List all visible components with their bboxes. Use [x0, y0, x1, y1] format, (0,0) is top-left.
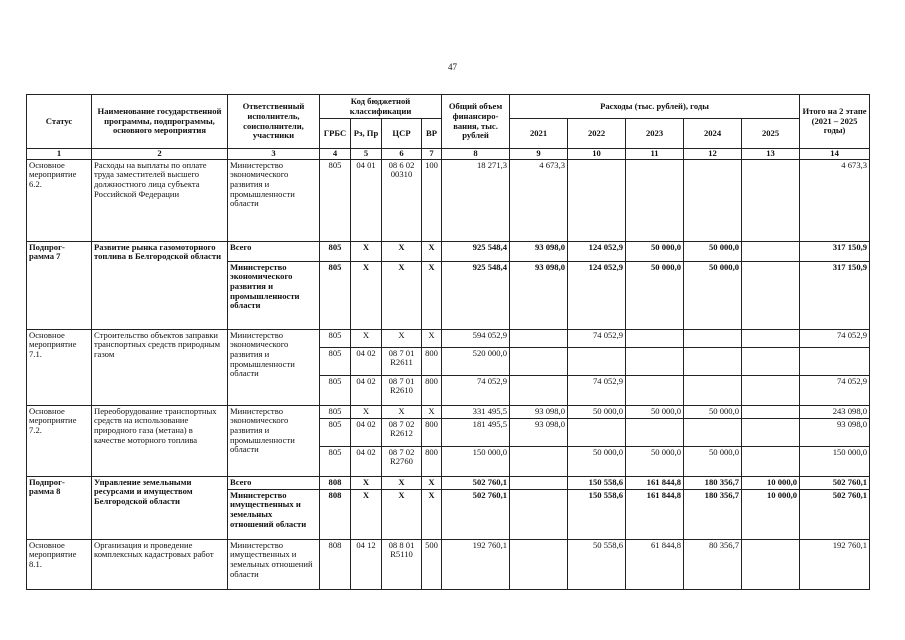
header-executor: Ответственный исполнитель, соисполнители, участники: [228, 95, 320, 149]
cell-2022: [568, 418, 626, 446]
cell-2024: 50 000,0: [684, 261, 742, 329]
cell-csr: Х: [382, 241, 422, 261]
row-status: Основное мероприятие 7.1.: [27, 329, 92, 405]
cell-2021: 4 673,3: [510, 159, 568, 241]
cell-csr: Х: [382, 489, 422, 539]
cell-2021: [510, 489, 568, 539]
cell-2023: 61 844,8: [626, 539, 684, 589]
cell-2022: 150 558,6: [568, 476, 626, 489]
cell-vr: 800: [422, 375, 442, 405]
cell-csr: 08 7 02 R2612: [382, 418, 422, 446]
cell-vr: Х: [422, 261, 442, 329]
cell-grbs: 805: [320, 159, 351, 241]
cell-2023: [626, 347, 684, 375]
header-stage-total: Итого на 2 этапе (2021 – 2025 годы): [800, 95, 870, 149]
cell-2021: [510, 476, 568, 489]
cell-rz: Х: [351, 489, 382, 539]
cell-2025: [742, 405, 800, 418]
cell-2022: [568, 347, 626, 375]
cell-2023: 161 844,8: [626, 489, 684, 539]
row-status: Основное мероприятие 6.2.: [27, 159, 92, 241]
cell-2021: 93 098,0: [510, 241, 568, 261]
cell-stage-total: 74 052,9: [800, 329, 870, 347]
cell-grbs: 805: [320, 446, 351, 476]
cell-stage-total: 243 098,0: [800, 405, 870, 418]
col-index: 7: [422, 149, 442, 160]
header-status: Статус: [27, 95, 92, 149]
cell-2025: [742, 375, 800, 405]
row-executor: Всего: [228, 241, 320, 261]
row-executor: Министерство экономического развития и промышленности области: [228, 159, 320, 241]
row-name: Переоборудование транспортных средств на использование природного газа (метана) в качестве моторного топлива: [92, 405, 228, 476]
cell-csr: Х: [382, 405, 422, 418]
cell-2023: [626, 375, 684, 405]
cell-2023: 50 000,0: [626, 241, 684, 261]
cell-2021: [510, 347, 568, 375]
cell-rz: Х: [351, 241, 382, 261]
row-name: Организация и проведение комплексных кадастровых работ: [92, 539, 228, 589]
cell-2025: [742, 261, 800, 329]
cell-2024: 180 356,7: [684, 489, 742, 539]
row-executor: Всего: [228, 476, 320, 489]
cell-2025: 10 000,0: [742, 476, 800, 489]
cell-2024: [684, 418, 742, 446]
row-executor: Министерство экономического развития и промышленности области: [228, 405, 320, 476]
row-executor: Министерство экономического развития и промышленности области: [228, 329, 320, 405]
cell-vr: 100: [422, 159, 442, 241]
cell-vr: 800: [422, 418, 442, 446]
cell-stage-total: 93 098,0: [800, 418, 870, 446]
cell-total: 925 548,4: [442, 241, 510, 261]
header-year-2023: 2023: [626, 119, 684, 149]
cell-2023: 50 000,0: [626, 446, 684, 476]
cell-2024: 50 000,0: [684, 405, 742, 418]
cell-2022: 124 052,9: [568, 261, 626, 329]
cell-2021: 93 098,0: [510, 261, 568, 329]
cell-total: 594 052,9: [442, 329, 510, 347]
cell-grbs: 805: [320, 405, 351, 418]
cell-total: 502 760,1: [442, 476, 510, 489]
cell-2021: 93 098,0: [510, 405, 568, 418]
cell-grbs: 805: [320, 375, 351, 405]
row-executor: Министерство имущественных и земельных отношений области: [228, 489, 320, 539]
cell-csr: 08 7 02 R2760: [382, 446, 422, 476]
row-executor: Министерство имущественных и земельных отношений области: [228, 539, 320, 589]
col-index: 6: [382, 149, 422, 160]
cell-2021: [510, 375, 568, 405]
cell-stage-total: 74 052,9: [800, 375, 870, 405]
cell-2024: [684, 329, 742, 347]
cell-total: 74 052,9: [442, 375, 510, 405]
cell-vr: Х: [422, 329, 442, 347]
cell-total: 502 760,1: [442, 489, 510, 539]
header-year-2024: 2024: [684, 119, 742, 149]
col-index: 10: [568, 149, 626, 160]
table-row: [27, 405, 870, 418]
row-status: Основное мероприятие 7.2.: [27, 405, 92, 476]
cell-vr: 500: [422, 539, 442, 589]
col-index: 13: [742, 149, 800, 160]
table-row: [27, 329, 870, 347]
cell-2025: [742, 329, 800, 347]
cell-2022: [568, 159, 626, 241]
col-index: 1: [27, 149, 92, 160]
cell-total: 181 495,5: [442, 418, 510, 446]
cell-2025: [742, 241, 800, 261]
cell-rz: 04 01: [351, 159, 382, 241]
col-index: 5: [351, 149, 382, 160]
table-row: [27, 539, 870, 589]
col-index: 12: [684, 149, 742, 160]
cell-rz: Х: [351, 476, 382, 489]
cell-2023: [626, 159, 684, 241]
cell-2022: 124 052,9: [568, 241, 626, 261]
cell-vr: 800: [422, 347, 442, 375]
row-name: Управление земельными ресурсами и имуществом Белгородской области: [92, 476, 228, 539]
cell-csr: Х: [382, 476, 422, 489]
cell-rz: 04 02: [351, 418, 382, 446]
cell-2024: 50 000,0: [684, 241, 742, 261]
cell-vr: Х: [422, 405, 442, 418]
cell-vr: Х: [422, 241, 442, 261]
cell-rz: 04 12: [351, 539, 382, 589]
cell-2025: [742, 347, 800, 375]
cell-2023: 50 000,0: [626, 405, 684, 418]
row-name: Расходы на выплаты по оплате труда заместителей высшего должностного лица субъекта Российской Федерации: [92, 159, 228, 241]
row-name: Развитие рынка газомоторного топлива в Белгородской области: [92, 241, 228, 329]
cell-stage-total: 317 150,9: [800, 241, 870, 261]
cell-rz: 04 02: [351, 347, 382, 375]
cell-csr: 08 8 01 R5110: [382, 539, 422, 589]
col-index: 8: [442, 149, 510, 160]
header-year-2022: 2022: [568, 119, 626, 149]
col-index: 9: [510, 149, 568, 160]
header-budget-code: Код бюджетной классификации: [320, 95, 442, 119]
cell-csr: Х: [382, 329, 422, 347]
header-rz: Рз, Пр: [351, 119, 382, 149]
cell-rz: Х: [351, 329, 382, 347]
row-status: Подпрог-рамма 8: [27, 476, 92, 539]
header-row: [27, 95, 870, 119]
cell-csr: 08 7 01 R2610: [382, 375, 422, 405]
cell-csr: 08 7 01 R2611: [382, 347, 422, 375]
cell-2024: 50 000,0: [684, 446, 742, 476]
cell-2023: [626, 329, 684, 347]
cell-stage-total: [800, 347, 870, 375]
cell-2021: [510, 539, 568, 589]
cell-rz: 04 02: [351, 446, 382, 476]
cell-2021: 93 098,0: [510, 418, 568, 446]
cell-stage-total: 317 150,9: [800, 261, 870, 329]
cell-2021: [510, 329, 568, 347]
cell-stage-total: 4 673,3: [800, 159, 870, 241]
cell-total: 331 495,5: [442, 405, 510, 418]
table-row: [27, 241, 870, 261]
header-name: Наименование государственной программы, подпрограммы, основного мероприятия: [92, 95, 228, 149]
cell-2024: [684, 347, 742, 375]
cell-2024: [684, 375, 742, 405]
cell-grbs: 808: [320, 489, 351, 539]
budget-table: [26, 94, 870, 590]
cell-2023: 50 000,0: [626, 261, 684, 329]
cell-grbs: 805: [320, 418, 351, 446]
cell-2022: 74 052,9: [568, 375, 626, 405]
cell-total: 18 271,3: [442, 159, 510, 241]
header-grbs: ГРБС: [320, 119, 351, 149]
cell-total: 520 000,0: [442, 347, 510, 375]
cell-2025: 10 000,0: [742, 489, 800, 539]
header-total: Общий объем финансиро-вания, тыс. рублей: [442, 95, 510, 149]
cell-total: 150 000,0: [442, 446, 510, 476]
row-status: Подпрог-рамма 7: [27, 241, 92, 329]
header-year-2025: 2025: [742, 119, 800, 149]
cell-grbs: 805: [320, 261, 351, 329]
cell-grbs: 805: [320, 241, 351, 261]
cell-vr: Х: [422, 489, 442, 539]
cell-2022: 50 000,0: [568, 446, 626, 476]
table-row: [27, 159, 870, 241]
page-number: 47: [448, 62, 457, 72]
cell-rz: 04 02: [351, 375, 382, 405]
cell-2023: [626, 418, 684, 446]
cell-2022: 150 558,6: [568, 489, 626, 539]
cell-rz: Х: [351, 261, 382, 329]
cell-2025: [742, 446, 800, 476]
header-year-2021: 2021: [510, 119, 568, 149]
cell-2022: 50 000,0: [568, 405, 626, 418]
header-vr: ВР: [422, 119, 442, 149]
col-index: 4: [320, 149, 351, 160]
cell-grbs: 805: [320, 329, 351, 347]
cell-2023: 161 844,8: [626, 476, 684, 489]
cell-total: 925 548,4: [442, 261, 510, 329]
cell-2025: [742, 159, 800, 241]
cell-stage-total: 502 760,1: [800, 476, 870, 489]
row-executor: Министерство экономического развития и промышленности области: [228, 261, 320, 329]
row-status: Основное мероприятие 8.1.: [27, 539, 92, 589]
cell-2025: [742, 418, 800, 446]
cell-total: 192 760,1: [442, 539, 510, 589]
cell-vr: 800: [422, 446, 442, 476]
table-row: [27, 476, 870, 489]
cell-grbs: 805: [320, 347, 351, 375]
col-index: 14: [800, 149, 870, 160]
cell-2024: 80 356,7: [684, 539, 742, 589]
cell-stage-total: 150 000,0: [800, 446, 870, 476]
cell-grbs: 808: [320, 476, 351, 489]
column-index-row: [27, 149, 870, 160]
col-index: 11: [626, 149, 684, 160]
cell-vr: Х: [422, 476, 442, 489]
cell-csr: Х: [382, 261, 422, 329]
header-csr: ЦСР: [382, 119, 422, 149]
col-index: 2: [92, 149, 228, 160]
cell-rz: Х: [351, 405, 382, 418]
cell-2022: 50 558,6: [568, 539, 626, 589]
cell-stage-total: 502 760,1: [800, 489, 870, 539]
cell-grbs: 808: [320, 539, 351, 589]
cell-2021: [510, 446, 568, 476]
cell-csr: 08 6 02 00310: [382, 159, 422, 241]
header-expenses: Расходы (тыс. рублей), годы: [510, 95, 800, 119]
cell-stage-total: 192 760,1: [800, 539, 870, 589]
cell-2022: 74 052,9: [568, 329, 626, 347]
col-index: 3: [228, 149, 320, 160]
row-name: Строительство объектов заправки транспортных средств природным газом: [92, 329, 228, 405]
cell-2024: [684, 159, 742, 241]
cell-2024: 180 356,7: [684, 476, 742, 489]
cell-2025: [742, 539, 800, 589]
